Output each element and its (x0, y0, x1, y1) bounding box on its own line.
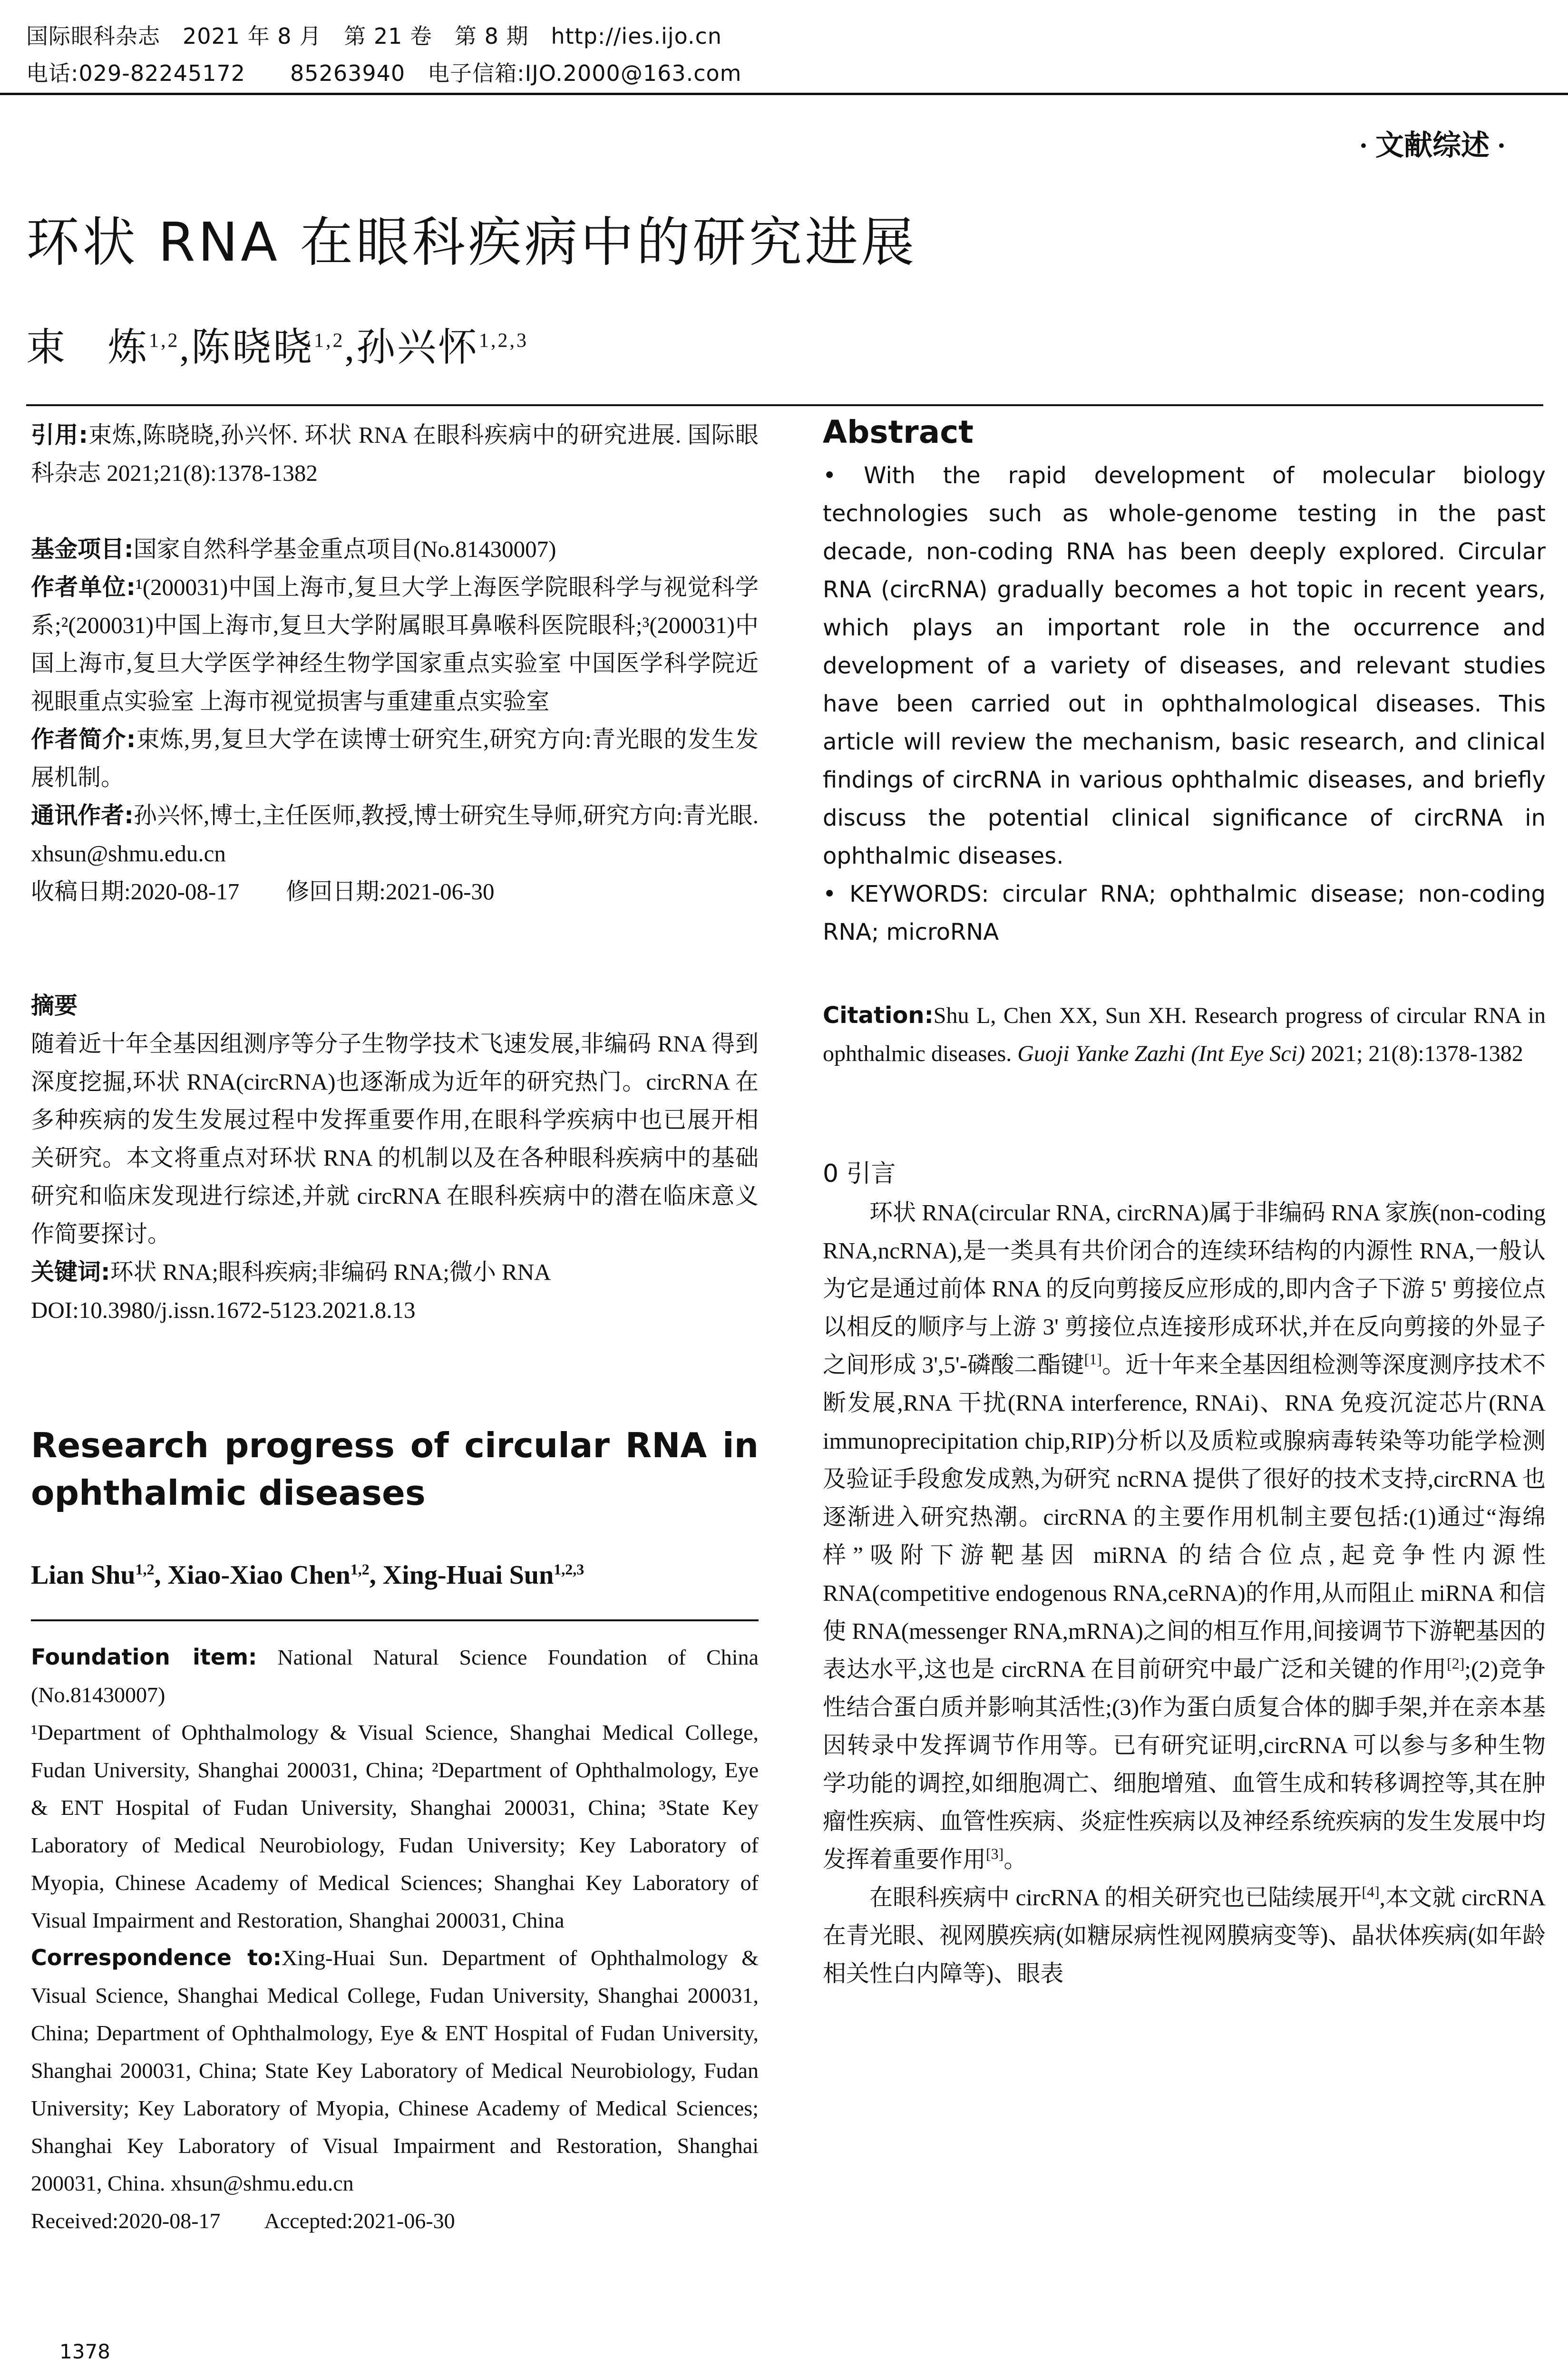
affiliations-en: ¹Department of Ophthalmology & Visual Science, Shanghai Medical College, Fudan University, Shanghai 200031, China; ²Department of Ophthalmology, Eye & ENT Hospital of Fudan University, Shanghai 200031, China; ³State Key Laboratory of Medical Neurobiology, Fudan University; Key Laboratory of Myopia, Chinese Academy of Medical Sciences; Shanghai Key Laboratory of Visual Impairment and Restoration, Shanghai 200031, China (31, 1720, 759, 1932)
doi: DOI:10.3980/j.issn.1672-5123.2021.8.13 (31, 1297, 416, 1323)
bio-label: 作者简介: (31, 726, 136, 753)
reference-marker[interactable]: [4] (1362, 1883, 1380, 1900)
intro-paragraph: 环状 RNA(circular RNA, circRNA)属于非编码 RNA 家族(non-coding RNA,ncRNA),是一类具有共价闭合的连续环结构的内源性 RNA,一般认为它是通过前体 RNA 的反向剪接反应形成的,即内含子下游 5' 剪接位点以相反的顺序与上游 3' 剪接位点连接形成环状,并在反向剪接的外显子之间形成 3',5'-磷酸二酯键[1]。近十年来全基因组检测等深度测序技术不断发展,RNA 干扰(RNA interference, RNAi)、RNA 免疫沉淀芯片(RNA immunoprecipitation chip,RIP)分析以及质粒或腺病毒转染等功能学检测及验证手段愈发成熟,为研究 ncRNA 提供了很好的技术支持,circRNA 也逐渐进入研究热潮。circRNA 的主要作用机制主要包括:(1)通过“海绵样”吸附下游靶基因 miRNA 的结合位点,起竞争性内源性 RNA(competitive endogenous RNA,ceRNA)的作用,从而阻止 miRNA 和信使 RNA(messenger RNA,mRNA)之间的相互作用,间接调节下游靶基因的表达水平,这也是 circRNA 在目前研究中最广泛和关键的作用[2];(2)竞争性结合蛋白质并影响其活性;(3)作为蛋白质复合体的脚手架,并在亲本基因转录中发挥调节作用等。已有研究证明,circRNA 可以参与多种生物学功能的调控,如细胞凋亡、细胞增殖、血管生成和转移调控等,其在肿瘤性疾病、血管性疾病、炎症性疾病以及神经系统疾病的发生发展中均发挥着重要作用[3]。 (823, 1199, 1546, 1872)
keywords-zh-label: 关键词: (31, 1258, 110, 1286)
header-rule (0, 93, 1568, 95)
keywords-en: • KEYWORDS: circular RNA; ophthalmic disease; non-coding RNA; microRNA (823, 881, 1546, 945)
citation-en-journal: Guoji Yanke Zazhi (Int Eye Sci) (1017, 1041, 1305, 1066)
unit-text: ¹(200031)中国上海市,复旦大学上海医学院眼科学与视觉科学系;²(200031)中国上海市,复旦大学附属眼耳鼻喉科医院眼科;³(200031)中国上海市,复旦大学医学神经生物学国家重点实验室 中国医学科学院近视眼重点实验室 上海市视觉损害与重建重点实验室 (31, 574, 759, 714)
running-header-contact: 电话:029-82245172 85263940 电子信箱:IJO.2000@163.com (26, 60, 742, 86)
author-list-zh: 束 炼$^{1,2}$,陈晓晓$^{1,2}$,孙兴怀$^{1,2,3}$ (26, 326, 529, 369)
abstract-en-label: Abstract (823, 414, 974, 450)
intro-paragraph: 在眼科疾病中 circRNA 的相关研究也已陆续展开[4],本文就 circRNA 在青光眼、视网膜疾病(如糖尿病性视网膜病变等)、晶状体疾病(如年龄相关性白内障等)、眼表 (823, 1883, 1546, 1987)
abstract-en-text: • With the rapid development of molecular biology technologies such as whole-genome testing in the past decade, non-coding RNA has been deeply explored. Circular RNA (circRNA) gradually becomes a hot topic in recent years, which plays an important role in the occurrence and development of a variety of diseases, and relevant studies have been carried out in ophthalmological diseases. This article will review the mechanism, basic research, and clinical findings of circRNA in various ophthalmic diseases, and briefly discuss the potential clinical significance of circRNA in ophthalmic diseases. (823, 462, 1546, 869)
citation-zh (31, 416, 759, 492)
english-title-line1: Research progress of circular RNA in (31, 1425, 759, 1465)
author-name: 陈晓晓 (191, 326, 314, 369)
abstract-zh-label: 摘要 (31, 992, 78, 1019)
author-name: 束 炼 (26, 326, 149, 369)
running-header-journal: 国际眼科杂志 2021 年 8 月 第 21 卷 第 8 期 http://ies.ijo.cn (26, 23, 722, 49)
reference-marker[interactable]: [1] (1084, 1350, 1102, 1368)
dates-zh: 收稿日期:2020-08-17 修回日期:2021-06-30 (31, 878, 495, 905)
citation-en-text: Shu L, Chen XX, Sun XH. Research progress of circular RNA in ophthalmic diseases. (823, 1003, 1546, 1066)
citation-text: 束炼,陈晓晓,孙兴怀. 环状 RNA 在眼科疾病中的研究进展. 国际眼科杂志 2021;21(8):1378-1382 (31, 422, 759, 486)
correspondence-text: Xing-Huai Sun. Department of Ophthalmology & Visual Science, Shanghai Medical College, Fudan University, Shanghai 200031, China; Department of Ophthalmology, Eye & ENT Hospital of Fudan University, Shanghai 200031, China; State Key Laboratory of Medical Neurobiology, Fudan University; Key Laboratory of Myopia, Chinese Academy of Medical Sciences; Shanghai Key Laboratory of Visual Impairment and Restoration, Shanghai 200031, China. xhsun@shmu.edu.cn (31, 1946, 759, 2195)
bio-text: 束炼,男,复旦大学在读博士研究生,研究方向:青光眼的发生发展机制。 (31, 726, 759, 790)
foundation-text: National Natural Science Foundation of China (No.81430007) (31, 1645, 759, 1707)
citation-en-label: Citation: (823, 1002, 934, 1029)
author-affiliation: 1,2,3 (554, 1560, 584, 1578)
english-author-rule (31, 1619, 759, 1621)
reference-marker[interactable]: [3] (986, 1845, 1004, 1862)
unit-label: 作者单位: (31, 574, 136, 601)
intro-heading: 0 引言 (823, 1159, 896, 1188)
citation-en (823, 996, 1546, 1073)
fund-label: 基金项目: (31, 536, 134, 563)
author-affiliation: 1,2 (314, 330, 345, 352)
author-list-en: Lian Shu$^{1,2}$, Xiao-Xiao Chen$^{1,2}$, Xing-Huai Sun$^{1,2,3}$ (31, 1560, 584, 1590)
english-title-line2: ophthalmic diseases (31, 1473, 426, 1513)
citation-label: 引用: (31, 421, 88, 448)
author-name: Xiao-Xiao Chen (167, 1560, 351, 1590)
author-name: 孙兴怀 (356, 326, 479, 369)
author-name: Lian Shu (31, 1560, 136, 1590)
foundation-en (31, 1638, 759, 2240)
reference-marker[interactable]: [2] (1447, 1655, 1465, 1672)
fund-text: 国家自然科学基金重点项目(No.81430007) (133, 536, 556, 562)
corr-label: 通讯作者: (31, 802, 134, 829)
author-name: Xing-Huai Sun (382, 1560, 554, 1590)
citation-en-volume: 2021; 21(8):1378-1382 (1305, 1041, 1523, 1066)
author-affiliation: 1,2 (149, 330, 180, 352)
author-rule (26, 404, 1543, 406)
page-number: 1378 (59, 2340, 110, 2363)
foundation-label: Foundation item: (31, 1644, 257, 1670)
correspondence-label: Correspondence to: (31, 1945, 282, 1970)
author-affiliation: 1,2 (135, 1560, 155, 1578)
corr-text: 孙兴怀,博士,主任医师,教授,博士研究生导师,研究方向:青光眼. xhsun@shmu.edu.cn (31, 802, 759, 867)
article-title: 环状 RNA 在眼科疾病中的研究进展 (26, 212, 917, 273)
section-tag: · 文献综述 · (1358, 130, 1506, 161)
author-affiliation: 1,2,3 (479, 330, 529, 352)
abstract-en (823, 457, 1546, 951)
abstract-zh (31, 987, 759, 1329)
article-info-zh (31, 530, 759, 911)
abstract-zh-text: 随着近十年全基因组测序等分子生物学技术飞速发展,非编码 RNA 得到深度挖掘,环状 RNA(circRNA)也逐渐成为近年的研究热门。circRNA 在多种疾病的发生发展过程中发挥重要作用,在眼科学疾病中也已展开相关研究。本文将重点对环状 RNA 的机制以及在各种眼科疾病中的基础研究和临床发现进行综述,并就 circRNA 在眼科疾病中的潜在临床意义作简要探讨。 (31, 1031, 759, 1247)
author-affiliation: 1,2 (350, 1560, 370, 1578)
intro-body (823, 1194, 1546, 1993)
keywords-zh: 环状 RNA;眼科疾病;非编码 RNA;微小 RNA (110, 1259, 551, 1285)
dates-en: Received:2020-08-17 Accepted:2021-06-30 (31, 2209, 455, 2233)
